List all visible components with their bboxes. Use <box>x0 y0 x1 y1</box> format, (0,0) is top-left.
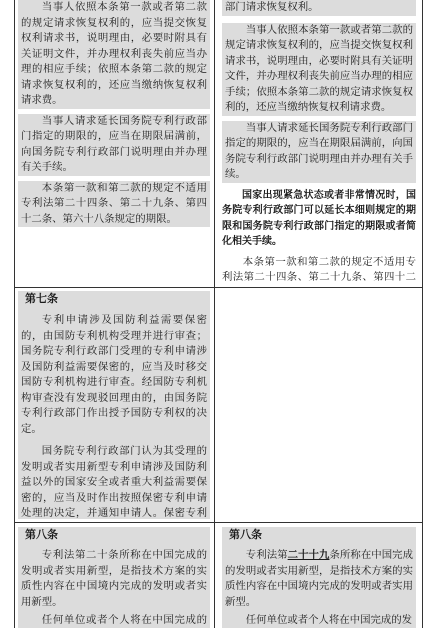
right-cell-top <box>222 0 416 286</box>
article-7-heading: 第七条 <box>25 292 58 305</box>
comparison-table <box>14 0 423 628</box>
article-8-left-paragraph-1: 专利法第二十条所称在中国完成的发明或者实用新型，是指技术方案的实质性内容在中国境内完成的发明或者实用新型。 <box>21 549 207 608</box>
row-divider-1 <box>14 287 423 288</box>
right-cell-article-7-empty <box>222 291 416 519</box>
article-8-right-p1-revised-number: 二十十九 <box>287 549 330 561</box>
row-divider-2 <box>14 522 423 523</box>
article-8-left-paragraph-2: 任何单位或者个人将在中国完成的 <box>41 614 207 626</box>
article-8-right-paragraph-2: 任何单位或者个人将在中国完成的发 <box>245 614 413 626</box>
article-7-paragraph-1: 专利申请涉及国防利益需要保密的，由国防专利机构受理并进行审查；国务院专利行政部门受理的专利申请涉及国防利益需要保密的，应当及时移交国防专利机构进行审查。经国防专利机构审查没有发现驳回理由的，由国务院专利行政部门作出授予国防专利权的决定。 <box>21 314 207 435</box>
table-border-left <box>14 0 15 628</box>
left-cell-top <box>18 0 210 286</box>
table-border-right <box>422 0 423 628</box>
right-cell-article-8 <box>222 527 416 628</box>
article-7-paragraph-2: 国务院专利行政部门认为其受理的发明或者实用新型专利申请涉及国防利益以外的国家安全或者重大利益需要保密的，应当及时作出按照保密专利申请处理的决定，并通知申请人。保密专利 <box>21 445 207 519</box>
article-8-right-p1-text-a: 专利法第 <box>245 549 288 561</box>
article-8-right-paragraph-1 <box>225 548 413 610</box>
left-top-paragraph-3: 本条第一款和第二款的规定不适用专利法第二十四条、第二十九条、第四十二条、第六十八条规定的期限。 <box>21 181 207 225</box>
article-8-left-heading: 第八条 <box>25 528 58 541</box>
right-top-new-bold-paragraph: 国家出现紧急状态或者非常情况时，国务院专利行政部门可以延长本细则规定的期限和国务院专利行政部门指定的期限或者简化相关手续。 <box>222 189 416 247</box>
right-top-p4-text-a: 本条第一款和第二款的规定不适用专利法第二十四条、第二十九条、第四十二 <box>222 255 416 283</box>
article-8-right-heading: 第八条 <box>229 528 262 541</box>
right-top-paragraph-0: 部门请求恢复权利。 <box>225 1 319 13</box>
right-top-paragraph-1: 当事人依照本条第一款或者第二款的规定请求恢复权利的，应当提交恢复权利请求书，说明理由，必要时附具有关证明文件，并办理权利丧失前应当办理的相应手续；依照本条第二款的规定请求恢复权利的，还应当缴纳恢复权利请求费。 <box>225 23 413 113</box>
left-top-paragraph-2: 当事人请求延长国务院专利行政部门指定的期限的，应当在期限届满前，向国务院专利行政部门说明理由并办理有关手续。 <box>21 114 207 173</box>
table-divider-center <box>214 0 215 628</box>
left-cell-article-8 <box>18 527 210 628</box>
right-top-paragraph-4 <box>222 255 416 287</box>
left-top-paragraph-1: 当事人依照本条第一款或者第二款的规定请求恢复权利的，应当提交恢复权利请求书，说明理由，必要时附具有关证明文件，并办理权利丧失前应当办理的相应手续；依照本条第二款的规定请求恢复权利的，还应当缴纳恢复权利请求费。 <box>21 1 207 106</box>
left-cell-article-7 <box>18 291 210 519</box>
right-top-paragraph-2: 当事人请求延长国务院专利行政部门指定的期限的，应当在期限届满前，向国务院专利行政部门说明理由并办理有关手续。 <box>225 121 413 180</box>
article-8-right-p1-text-b: 条所称在中国完成的发明或者实用新型，是指技术方案的实质性内容在中国境内完成的发明或者实用新型。 <box>225 549 414 608</box>
